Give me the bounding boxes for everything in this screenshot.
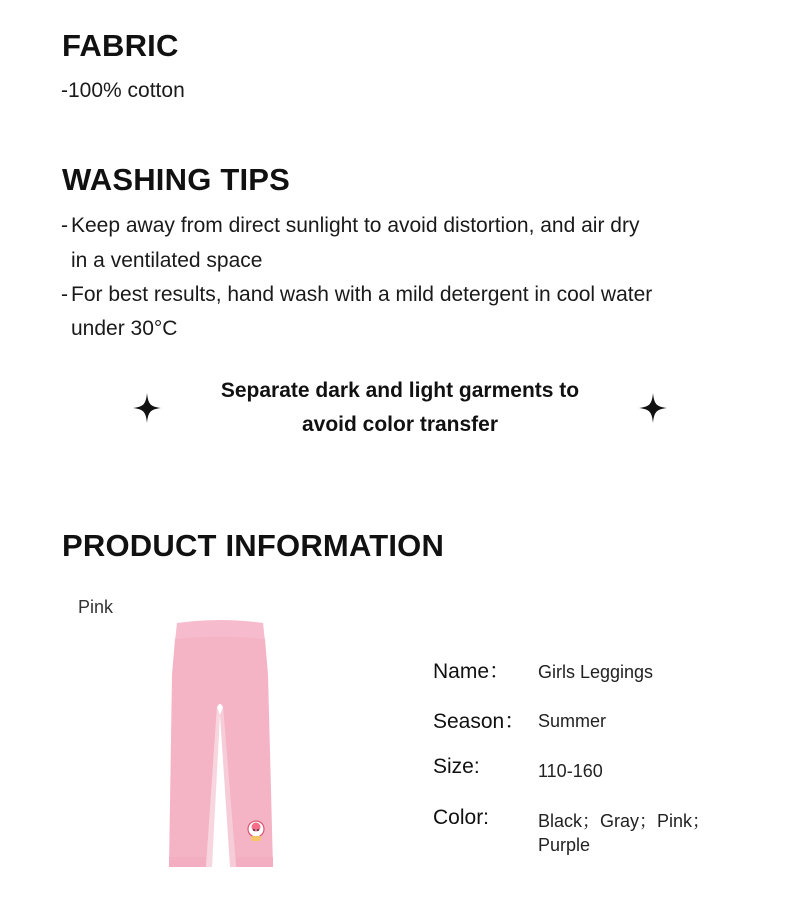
callout-line-2: avoid color transfer	[301, 413, 499, 436]
four-point-star-icon	[639, 393, 667, 423]
tip-bullet: -	[61, 283, 68, 306]
tip-1-line-1: Keep away from direct sunlight to avoid distortion, and air dry	[71, 214, 640, 237]
color-value-line-1: Black；Gray；Pink；	[538, 811, 711, 831]
tip-2-line-2: under 30°C	[71, 317, 178, 340]
season-value: Summer	[538, 711, 607, 731]
washing-heading: WASHING TIPS	[62, 162, 291, 197]
size-label: Size:	[433, 755, 480, 778]
callout-line-1: Separate dark and light garments to	[220, 379, 580, 402]
tip-bullet: -	[61, 214, 68, 237]
tip-1-line-2: in a ventilated space	[71, 249, 263, 272]
name-label: Name：	[433, 660, 511, 683]
color-label: Color:	[433, 806, 490, 829]
product-heading: PRODUCT INFORMATION	[62, 528, 445, 563]
fabric-heading: FABRIC	[62, 28, 179, 63]
size-value: 110-160	[538, 761, 603, 781]
season-label: Season：	[433, 710, 526, 733]
four-point-star-icon	[133, 393, 161, 423]
name-value: Girls Leggings	[538, 662, 654, 682]
color-value-line-2: Purple	[538, 835, 591, 855]
tip-2-line-1: For best results, hand wash with a mild detergent in cool water	[71, 283, 653, 306]
fabric-line: -100% cotton	[61, 79, 185, 102]
variant-label: Pink	[78, 597, 114, 617]
product-image	[160, 615, 280, 871]
